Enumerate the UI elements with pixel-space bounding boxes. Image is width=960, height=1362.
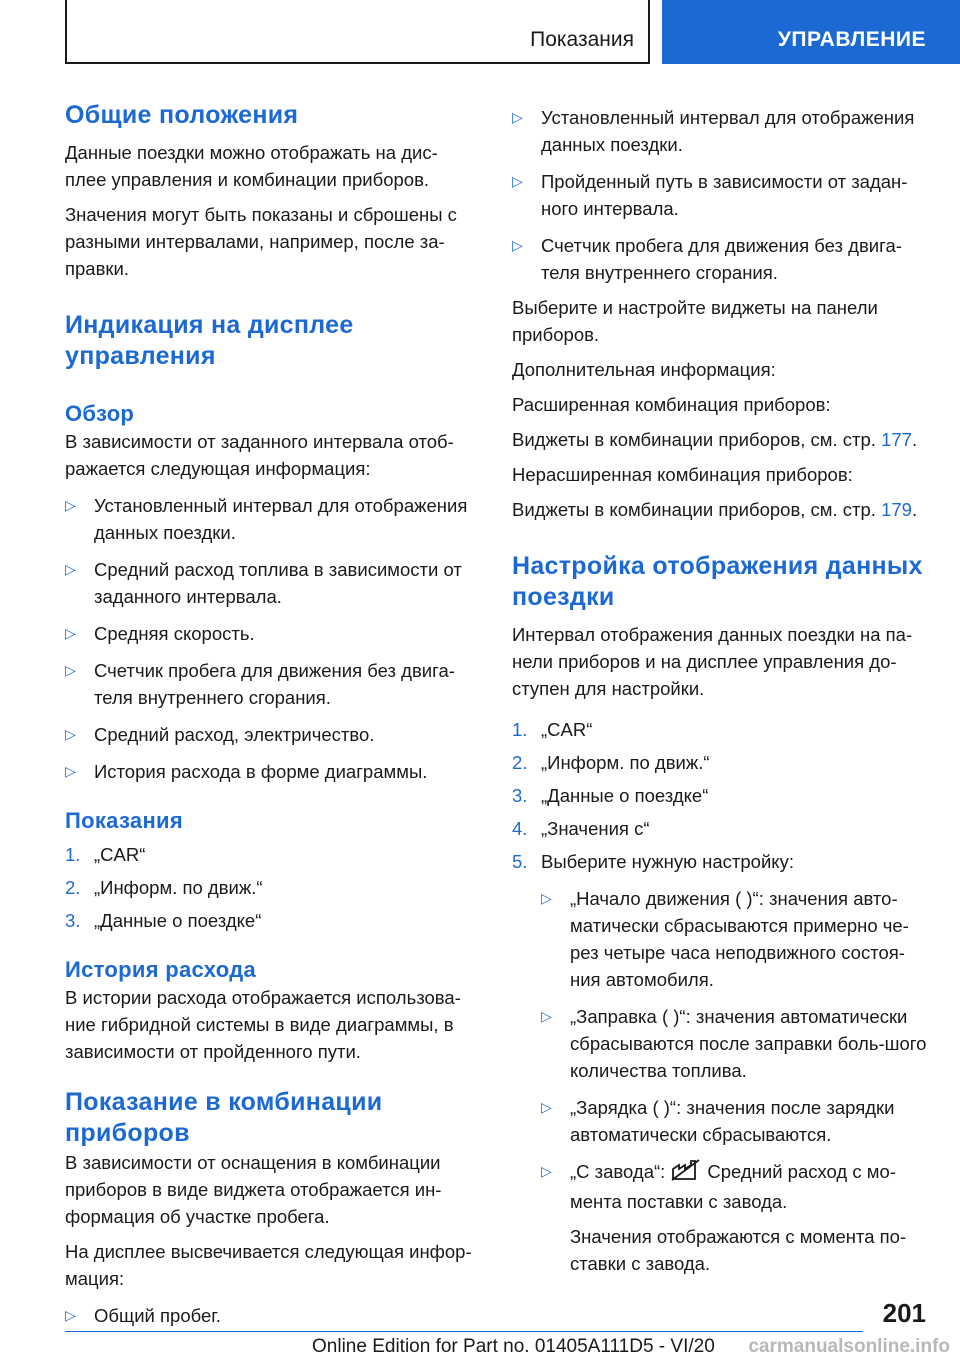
extended-cluster-label: Расширенная комбинация приборов: bbox=[512, 394, 831, 415]
list-item: ▷ „Зарядка ( )“: значения после зарядки автоматически сбрасываются. bbox=[541, 1094, 928, 1148]
step-item: 4. „Значения с“ bbox=[512, 818, 650, 839]
list-item: ▷ „Заправка ( )“: значения автоматически сбрасываются после заправки боль-шого количества топлива. bbox=[541, 1003, 928, 1084]
list-item: ▷ Счетчик пробега для движения без двига-теля внутреннего сгорания. bbox=[512, 232, 928, 286]
triangle-bullet-icon: ▷ bbox=[65, 1307, 76, 1323]
header-section-box bbox=[65, 0, 650, 64]
list-item: ▷ Установленный интервал для отображения данных поездки. bbox=[65, 492, 475, 546]
list-item: ▷ Средний расход топлива в зависимости от заданного интервала. bbox=[65, 556, 475, 610]
widgets-paragraph: Выберите и настройте виджеты на панели приборов. bbox=[512, 297, 878, 345]
list-item: ▷ „С завода“: Средний расход с мо-мента поставки с завода. bbox=[541, 1158, 928, 1215]
triangle-bullet-icon: ▷ bbox=[512, 237, 523, 253]
step-item: 3. „Данные о поездке“ bbox=[512, 785, 709, 806]
triangle-bullet-icon: ▷ bbox=[512, 109, 523, 125]
step-item: 2. „Информ. по движ.“ bbox=[65, 877, 263, 898]
triangle-bullet-icon: ▷ bbox=[65, 497, 76, 513]
more-info-label: Дополнительная информация: bbox=[512, 359, 776, 380]
page-ref-link[interactable]: 177 bbox=[881, 429, 912, 450]
watermark: carmanualsonline.info bbox=[748, 1336, 950, 1357]
triangle-bullet-icon: ▷ bbox=[65, 763, 76, 779]
general-paragraph-1: Данные поездки можно отображать на дис-плее управления и комбинации приборов. bbox=[65, 142, 438, 190]
cluster-paragraph-2: На дисплее высвечивается следующая инфор-мация: bbox=[65, 1241, 472, 1289]
overview-paragraph: В зависимости от заданного интервала отоб-ражается следующая информация: bbox=[65, 431, 454, 479]
history-title: История расхода bbox=[65, 957, 257, 982]
factory-crossed-icon bbox=[671, 1159, 701, 1188]
list-item: ▷ Средний расход, электричество. bbox=[65, 721, 475, 748]
display-title: Индикация на дисплее управления bbox=[65, 311, 354, 370]
history-paragraph: В истории расхода отображается использова-ние гибридной системы в виде диаграммы, в зависимости от пройденного пути. bbox=[65, 987, 461, 1062]
cluster-paragraph-1: В зависимости от оснащения в комбинации приборов в виде виджета отображается ин-формация об участке пробега. bbox=[65, 1152, 442, 1227]
triangle-bullet-icon: ▷ bbox=[541, 1163, 552, 1179]
header-chapter-label: УПРАВЛЕНИЕ bbox=[777, 28, 926, 51]
left-column bbox=[65, 100, 475, 1329]
step-item: 1. „CAR“ bbox=[512, 719, 593, 740]
list-item: ▷ История расхода в форме диаграммы. bbox=[65, 758, 475, 785]
right-column bbox=[512, 100, 928, 1277]
general-paragraph-2: Значения могут быть показаны и сброшены с разными интервалами, например, после за-правки. bbox=[65, 204, 457, 279]
list-item: ▷ Установленный интервал для отображения данных поездки. bbox=[512, 104, 928, 158]
list-item: ▷ Счетчик пробега для движения без двига-теля внутреннего сгорания. bbox=[65, 657, 475, 711]
page-number: 201 bbox=[882, 1298, 926, 1328]
triangle-bullet-icon: ▷ bbox=[65, 625, 76, 641]
triangle-bullet-icon: ▷ bbox=[65, 726, 76, 742]
list-item: ▷ „Начало движения ( )“: значения авто-матически сбрасываются примерно че-рез четыре часа неподвижного состоя-ния автомобиля. bbox=[541, 885, 928, 993]
step-item: 5. Выберите нужную настройку: bbox=[512, 851, 794, 872]
general-title: Общие положения bbox=[65, 101, 299, 129]
step-item: 2. „Информ. по движ.“ bbox=[512, 752, 710, 773]
triangle-bullet-icon: ▷ bbox=[65, 662, 76, 678]
settings-title: Настройка отображения данных поездки bbox=[512, 552, 923, 611]
triangle-bullet-icon: ▷ bbox=[541, 1099, 552, 1115]
readings-title: Показания bbox=[65, 808, 183, 833]
header-section-label: Показания bbox=[530, 28, 634, 51]
settings-options bbox=[512, 885, 928, 1277]
triangle-bullet-icon: ▷ bbox=[512, 173, 523, 189]
step-item: 1. „CAR“ bbox=[65, 844, 146, 865]
page-ref-link[interactable]: 179 bbox=[881, 499, 912, 520]
header-chapter-box bbox=[662, 0, 960, 64]
settings-paragraph: Интервал отображения данных поездки на па-нели приборов и на дисплее управления до-ступен для настройки. bbox=[512, 624, 913, 699]
list-item: ▷ Общий пробег. bbox=[65, 1302, 475, 1329]
footer-divider bbox=[65, 1331, 863, 1332]
factory-note: Значения отображаются с момента по-ставки с завода. bbox=[570, 1225, 907, 1274]
nonextended-cluster-label: Нерасширенная комбинация приборов: bbox=[512, 464, 853, 485]
list-item: ▷ Средняя скорость. bbox=[65, 620, 475, 647]
triangle-bullet-icon: ▷ bbox=[541, 1008, 552, 1024]
overview-title: Обзор bbox=[65, 401, 135, 426]
extended-cluster-ref: Виджеты в комбинации приборов, см. стр. 177. bbox=[512, 429, 918, 450]
nonextended-cluster-ref: Виджеты в комбинации приборов, см. стр. 179. bbox=[512, 499, 918, 520]
triangle-bullet-icon: ▷ bbox=[65, 561, 76, 577]
edition-label: Online Edition for Part no. 01405A111D5 - VI/20 bbox=[312, 1336, 715, 1357]
cluster-title: Показание в комбинации приборов bbox=[65, 1088, 383, 1147]
step-item: 3. „Данные о поездке“ bbox=[65, 910, 262, 931]
list-item: ▷ Пройденный путь в зависимости от задан-ного интервала. bbox=[512, 168, 928, 222]
triangle-bullet-icon: ▷ bbox=[541, 890, 552, 906]
page-header bbox=[0, 0, 960, 66]
